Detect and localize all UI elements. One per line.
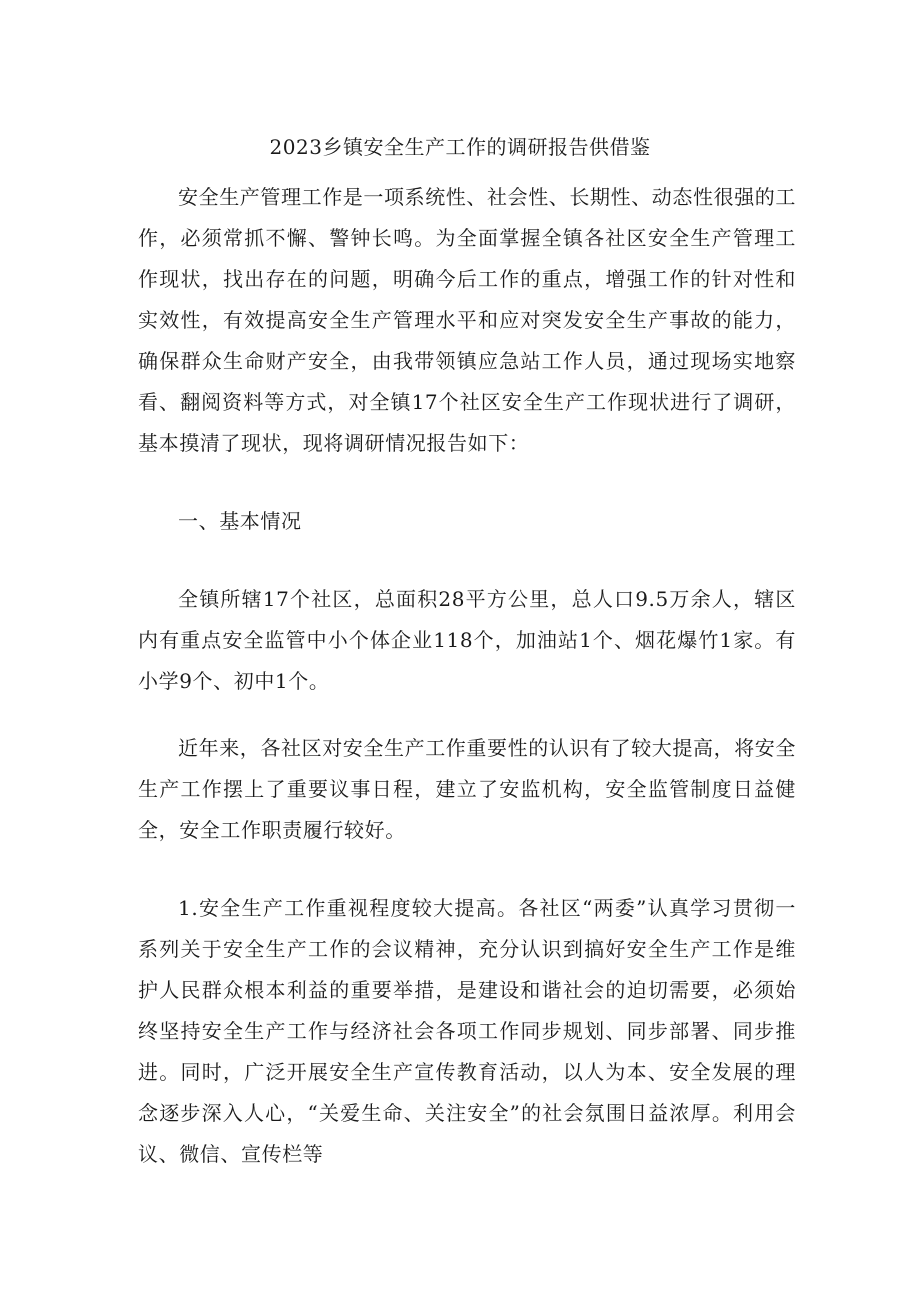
section-heading-basic-situation: 一、基本情况: [178, 509, 302, 533]
document-title: 2023乡镇安全生产工作的调研报告供借鉴: [269, 135, 651, 159]
document-body: [138, 177, 796, 1175]
paragraph-point-1: 1.安全生产工作重视程度较大提高。各社区“两委”认真学习贯彻一系列关于安全生产工作的会议精神，充分认识到搞好安全生产工作是维护人民群众根本利益的重要举措，是建设和谐社会的迫切需要，必须始终坚持安全生产工作与经济社会各项工作同步规划、同步部署、同步推进。同时，广泛开展安全生产宣传教育活动，以人为本、安全发展的理念逐步深入人心，“关爱生命、关注安全”的社会氛围日益浓厚。利用会议、微信、宣传栏等: [138, 896, 796, 1166]
paragraph-recent-progress: 近年来，各社区对安全生产工作重要性的认识有了较大提高，将安全生产工作摆上了重要议事日程，建立了安监机构，安全监管制度日益健全，安全工作职责履行较好。: [138, 736, 796, 842]
intro-paragraph: 安全生产管理工作是一项系统性、社会性、长期性、动态性很强的工作，必须常抓不懈、警钟长鸣。为全面掌握全镇各社区安全生产管理工作现状，找出存在的问题，明确今后工作的重点，增强工作的针对性和实效性，有效提高安全生产管理水平和应对突发安全生产事故的能力，确保群众生命财产安全，由我带领镇应急站工作人员，通过现场实地察看、翻阅资料等方式，对全镇17个社区安全生产工作现状进行了调研，基本摸清了现状，现将调研情况报告如下：: [138, 185, 796, 455]
paragraph-town-overview: 全镇所辖17个社区，总面积28平方公里，总人口9.5万余人，辖区内有重点安全监管中小个体企业118个，加油站1个、烟花爆竹1家。有小学9个、初中1个。: [138, 587, 796, 693]
